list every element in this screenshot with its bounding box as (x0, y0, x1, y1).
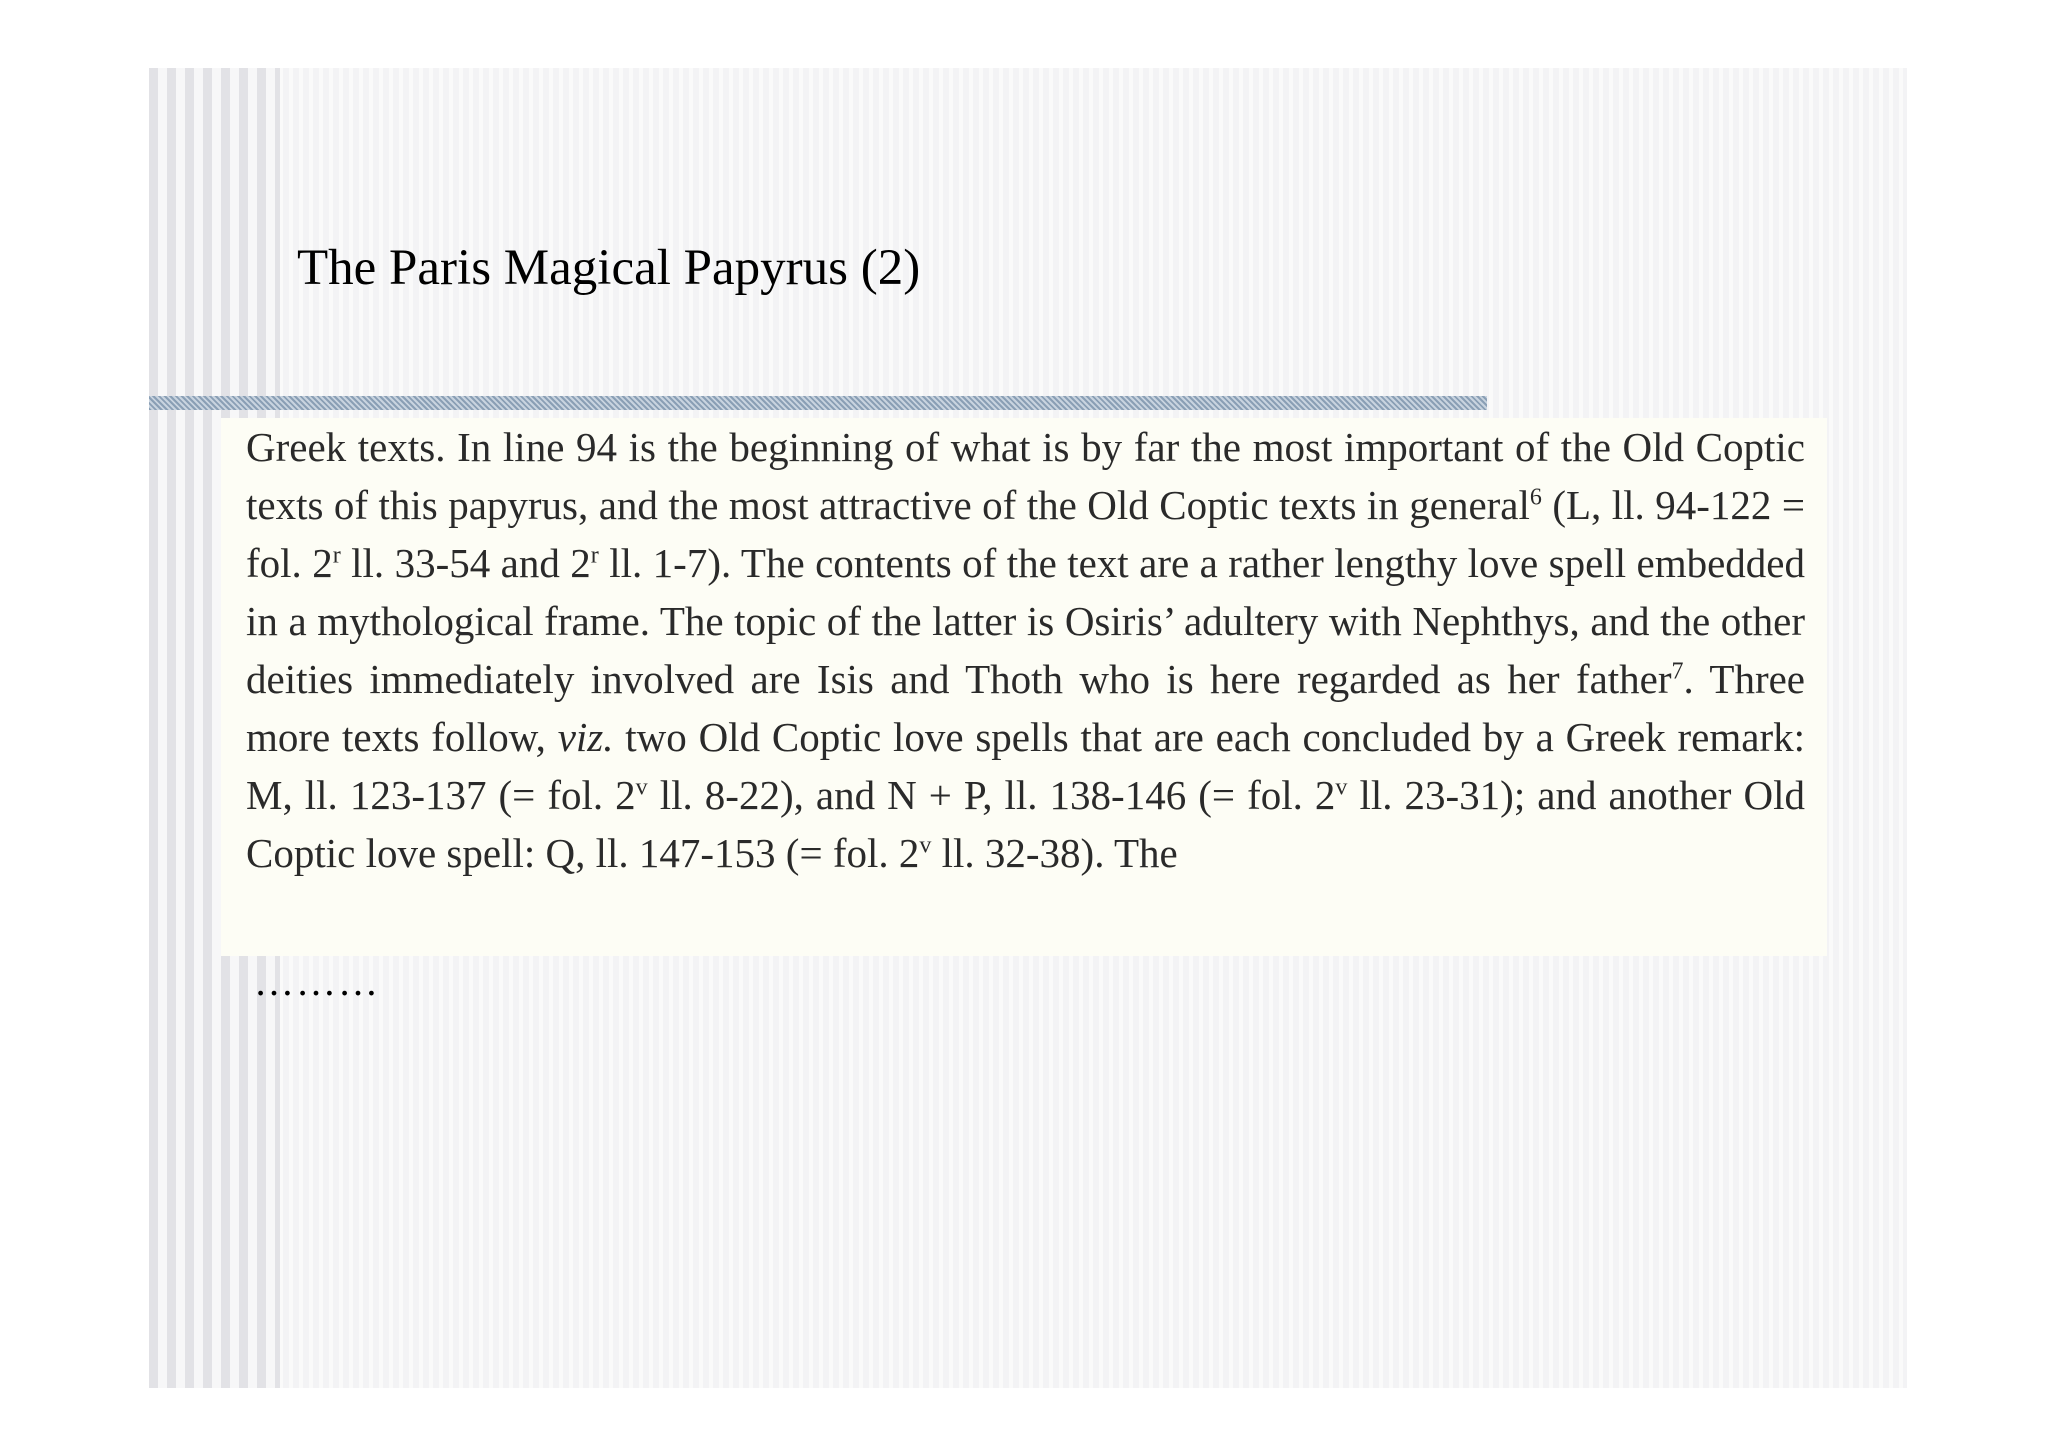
excerpt-text: . Three more texts follow, (246, 656, 1805, 760)
scanned-excerpt (221, 418, 1827, 956)
footnote-marker: 7 (1671, 658, 1684, 685)
footnote-marker: 6 (1529, 484, 1542, 511)
slide-title: The Paris Magical Papyrus (2) (297, 240, 921, 296)
excerpt-text: ll. 33-54 and 2 (340, 540, 591, 586)
excerpt-text: ll. 8-22), and N + P, ll. 138-146 (= fol. 2 (647, 772, 1336, 818)
excerpt-text: (L, ll. 94-122 = fol. 2 (246, 482, 1805, 586)
slide (149, 68, 1907, 1388)
continuation-ellipsis: ……… (254, 959, 380, 1004)
excerpt-text: ll. 23-31); and another Old Coptic love spell: Q, ll. 147-153 (= fol. 2 (246, 772, 1805, 876)
excerpt-italic: viz. (557, 714, 614, 760)
folio-side-marker: v (919, 832, 932, 859)
excerpt-text: two Old Coptic love spells that are each concluded by a Greek remark: M, ll. 123-137 (= fol. 2 (246, 714, 1805, 818)
excerpt-text: Greek texts. In line 94 is the beginning of what is by far the most important of the Old Coptic texts of this papyrus, and the most attractive of the Old Coptic texts in general (246, 424, 1805, 528)
folio-side-marker: r (332, 542, 341, 569)
excerpt-text: ll. 1-7). The contents of the text are a rather lengthy love spell embedded in a mythological frame. The topic of the latter is Osiris’ adultery with Nephthys, and the other deities immediately involved are Isis and Thoth who is here regarded as her father (246, 540, 1805, 702)
excerpt-paragraph (246, 418, 1805, 882)
folio-side-marker: r (590, 542, 599, 569)
folio-side-marker: v (1335, 774, 1348, 801)
excerpt-text: ll. 32-38). The (931, 830, 1178, 876)
folio-side-marker: v (635, 774, 648, 801)
title-divider (149, 396, 1487, 410)
